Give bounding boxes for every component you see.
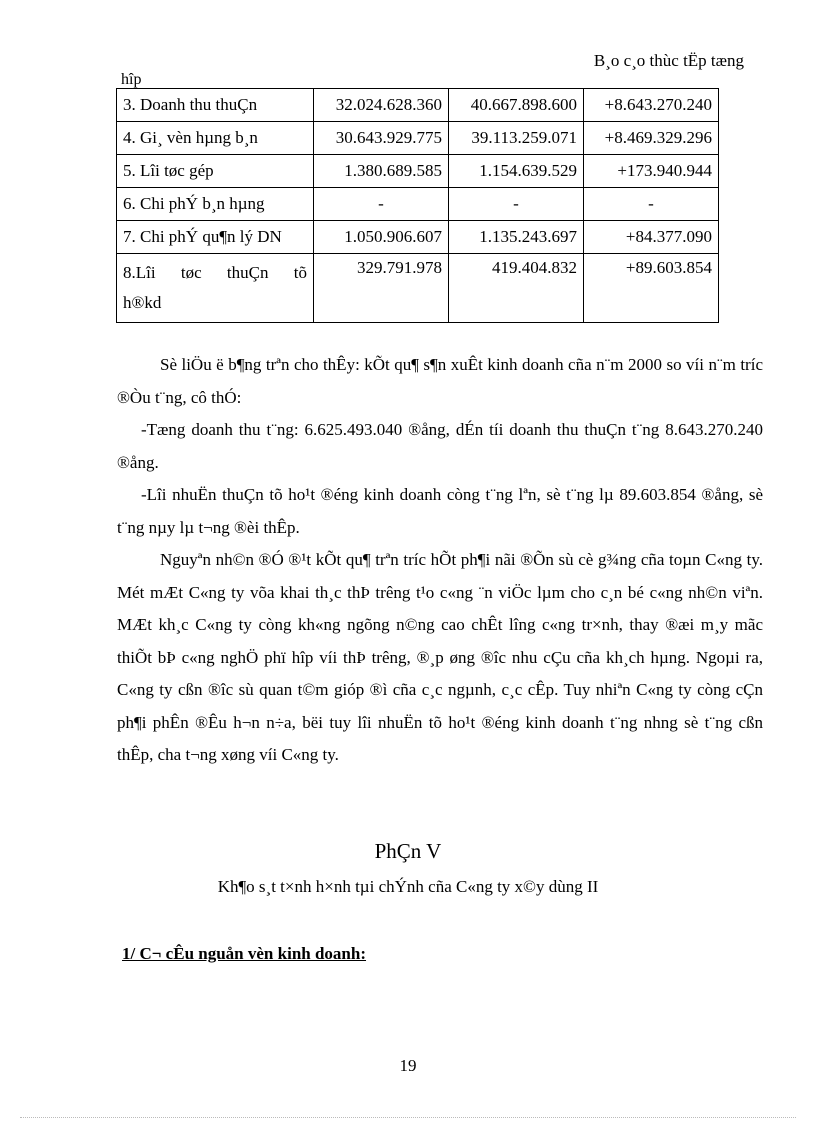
- value-cell: -: [314, 188, 449, 221]
- report-header-continuation: hîp: [121, 71, 142, 88]
- value-cell: 1.135.243.697: [449, 221, 584, 254]
- row-label: 3. Doanh thu thuÇn: [117, 89, 314, 122]
- paragraph: Sè liÖu ë b¶ng trªn cho thÊy: kÕt qu¶ s¶n xuÊt kinh doanh cña n¨m 2000 so víi n¨m tríc ®Òu t¨ng, cô thÓ:: [117, 355, 763, 407]
- page-number: 19: [399, 1056, 417, 1075]
- value-cell: 30.643.929.775: [314, 122, 449, 155]
- row-label: 6. Chi phÝ b¸n hµng: [117, 188, 314, 221]
- subsection-heading: 1/ C¬ cÊu nguån vèn kinh doanh:: [122, 944, 367, 963]
- row-label-line2: h®kd: [123, 293, 162, 312]
- row-label: [117, 254, 314, 323]
- page-bottom-divider: [20, 1117, 796, 1118]
- table-row: [117, 221, 719, 254]
- row-label: 5. Lîi tøc gép: [117, 155, 314, 188]
- paragraph: -Lîi nhuËn thuÇn tõ ho¹t ®éng kinh doanh còng t¨ng lªn, sè t¨ng lµ 89.603.854 ®ång, sè t¨ng nµy lµ t¬ng ®èi thÊp.: [117, 485, 763, 537]
- table-row: [117, 89, 719, 122]
- value-cell: 329.791.978: [314, 254, 449, 323]
- difference-cell: +84.377.090: [584, 221, 719, 254]
- value-cell: -: [449, 188, 584, 221]
- value-cell: 1.154.639.529: [449, 155, 584, 188]
- value-cell: 1.050.906.607: [314, 221, 449, 254]
- value-cell: 39.113.259.071: [449, 122, 584, 155]
- value-cell: 32.024.628.360: [314, 89, 449, 122]
- table-row: [117, 122, 719, 155]
- financial-results-table: [116, 88, 719, 323]
- difference-cell: +173.940.944: [584, 155, 719, 188]
- row-label: 7. Chi phÝ qu¶n lý DN: [117, 221, 314, 254]
- report-header: B¸o c¸o thùc tËp tæng: [593, 51, 744, 70]
- table-row: [117, 155, 719, 188]
- difference-cell: +89.603.854: [584, 254, 719, 323]
- difference-cell: +8.643.270.240: [584, 89, 719, 122]
- paragraph: -Tæng doanh thu t¨ng: 6.625.493.040 ®ång, dÉn tíi doanh thu thuÇn t¨ng 8.643.270.240 ®ång.: [117, 420, 763, 472]
- difference-cell: -: [584, 188, 719, 221]
- row-label-line1: 8.Lîi tøc thuÇn tõ: [123, 263, 307, 282]
- body-text: [117, 349, 763, 772]
- table-row: [117, 188, 719, 221]
- value-cell: 40.667.898.600: [449, 89, 584, 122]
- section-title: PhÇn V: [374, 839, 442, 863]
- paragraph: Nguyªn nh©n ®Ó ®¹t kÕt qu¶ trªn tríc hÕt ph¶i nãi ®Õn sù cè g¾ng cña toµn C«ng ty. Mét mÆt C«ng ty võa khai th¸c thÞ trêng t¹o c«ng ¨n viÖc lµm cho c¸n bé c«ng nh©n viªn. MÆt kh¸c C«ng ty còng kh«ng ngõng n©ng cao chÊt lîng c«ng tr×nh, thay ®æi m¸y mãc thiÕt bÞ c«ng nghÖ phï hîp víi thÞ trêng, ®¸p øng ®îc nhu cÇu cña kh¸ch hµng. Ngoµi ra, C«ng ty cßn ®îc sù quan t©m gióp ®ì cña c¸c ngµnh, c¸c cÊp. Tuy nhiªn C«ng ty còng cÇn ph¶i phÊn ®Êu h¬n n÷a, bëi tuy lîi nhuËn tõ ho¹t ®éng kinh doanh t¨ng nhng sè t¨ng cßn thÊp, cha t¬ng xøng víi C«ng ty.: [117, 550, 763, 764]
- value-cell: 419.404.832: [449, 254, 584, 323]
- section-subtitle: Kh¶o s¸t t×nh h×nh tµi chÝnh cña C«ng ty x©y dùng II: [217, 877, 599, 896]
- row-label: 4. Gi¸ vèn hµng b¸n: [117, 122, 314, 155]
- value-cell: 1.380.689.585: [314, 155, 449, 188]
- table-row: [117, 254, 719, 323]
- difference-cell: +8.469.329.296: [584, 122, 719, 155]
